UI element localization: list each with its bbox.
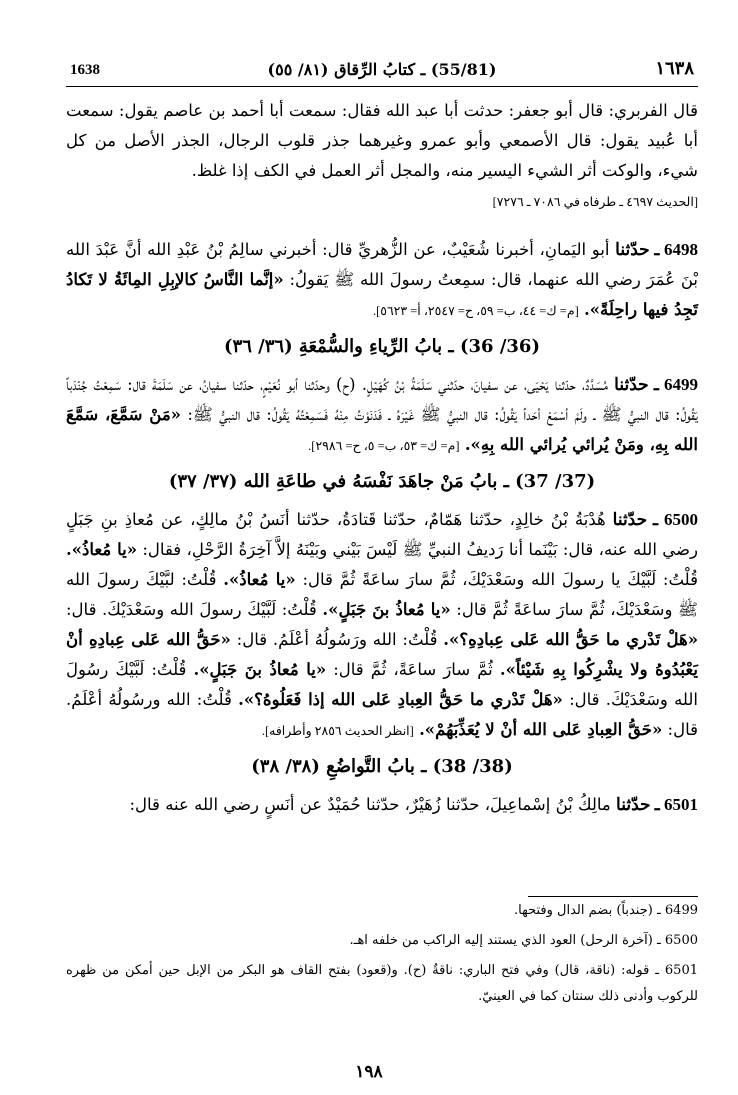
hadith-ref: [الحديث ٤٦٩٧ ـ طرفاه في ٧٠٨٦ ـ ٧٢٧٦] (492, 195, 698, 209)
hadith-number: 6500 ـ حدّثنا (612, 510, 698, 529)
page-number-latin: 1638 (70, 62, 100, 78)
footnotes (66, 898, 698, 1010)
page-footer-number: ١٩٨ (355, 1062, 383, 1082)
running-title: (55/81) ـ كتابُ الرِّقاق (٨١/ ٥٥) (267, 60, 497, 79)
page-number-arabic: ١٦٣٨ (655, 58, 694, 79)
hadith-6499: 6499 ـ حدّثنا مُسَدَّدٌ، حدّثنا يَحْيَى، عن سفيانَ، حدّثني سَلَمَةُ بْنُ كُهَيْلٍ. (ح) وحدّثنا أبو نُعَيْمٍ، حدّثنا سفيانُ، عن سَلَمَةَ قال: سَمِعْتُ جُنْدَباً يَقُولُ: قال النبيُّ ﷺ ـ ولَمْ أسْمَعْ أحَداً يَقُولُ: قال النبيُّ ﷺ غَيْرَهُ ـ فَدَنَوْتُ مِنْهُ فَسَمِعْتُهُ يَقُولُ: قال النبيُّ ﷺ: «مَنْ سَمَّعَ، سَمَّعَ الله بِهِ، ومَنْ يُرائي يُرائي الله بِهِ». [م= ك= ٥٣، ب= ٥، ح= ٢٩٨٦]. (66, 375, 698, 454)
hadith-number: 6498 ـ حدّثنا (615, 240, 698, 259)
footnote-6501: 6501 ـ قوله: (ناقة، قال) وفي فتح الباري: ناقةٌ (ح). و(قعود) بفتح القاف هو البكر من الإبل حين أمكن من ظهره للركوب وأدنى ذلك سنتان كما في العينيّ. (66, 963, 698, 1004)
hadith-ref: [م= ك= ٥٣، ب= ٥، ح= ٢٩٨٦]. (308, 439, 460, 453)
footnote-6499: 6499 ـ (جندباً) بضم الدال وفتحها. (514, 903, 698, 918)
chapter-heading-37: (37/ 37) ـ بابُ مَنْ جاهَدَ نَفْسَهُ في طاعَةِ الله (٣٧/ ٣٧) (168, 471, 596, 492)
hadith-6501: 6501 ـ حدّثنا مالِكُ بْنُ إسْماعِيلَ، حدّثنا زُهَيْرٌ، حدّثنا حُمَيْدٌ عن أنَسٍ رضي الله عنه قال: (129, 795, 698, 814)
main-text (66, 96, 698, 820)
footnote-6500: 6500 ـ (آخرة الرحل) العود الذي يستند إليه الراكب من خلفه اهـ. (349, 933, 698, 948)
running-header (66, 52, 698, 87)
chapter-heading-36: (36/ 36) ـ بابُ الرِّياءِ والسُّمْعَةِ (٣٦/ ٣٦) (224, 336, 540, 357)
hadith-ref: [انظر الحديث ٢٨٥٦ وأطرافه]. (261, 724, 414, 738)
chapter-heading-38: (38/ 38) ـ بابُ التَّواضُعِ (٣٨/ ٣٨) (251, 756, 513, 777)
paragraph-farabri: قال الفربري: قال أبو جعفر: حدثت أبا عبد الله فقال: سمعت أبا أحمد بن عاصم يقول: سمعت أبا عُبيد يقول: قال الأصمعي وأبو عمرو وغيرهما جذر قلوب الرجال، الجذر الأصل من كل شيء، والوكت أثر الشيء اليسير منه، والمجل أثر العمل في الكف إذا غلظ. [الحديث ٤٦٩٧ ـ طرفاه في ٧٠٨٦ ـ ٧٢٧٦] (66, 101, 698, 209)
hadith-number: 6501 ـ حدّثنا (616, 795, 698, 814)
hadith-number: 6499 ـ حدّثنا (614, 375, 698, 394)
hadith-6498: 6498 ـ حدّثنا أبو اليَمانِ، أخبرنا شُعَيْبٌ، عن الزُّهريِّ قال: أخبرني سالِمُ بْنُ عَبْدِ الله أنَّ عَبْدَ الله بْنَ عُمَرَ رضي الله عنهما، قال: سمِعتُ رسولَ الله ﷺ يَقولُ: «إنَّما النَّاسُ كالإبِلِ المِائَةُ لا تَكادُ تَجِدُ فيها راحِلَةً». [م= ك= ٤٤، ب= ٥٩، ح= ٢٥٤٧، أ= ٥٦٢٣]. (66, 240, 698, 319)
hadith-ref: [م= ك= ٤٤، ب= ٥٩، ح= ٢٥٤٧، أ= ٥٦٢٣]. (372, 304, 579, 318)
hadith-6500: 6500 ـ حدّثنا هُدْبَةُ بْنُ خالِدٍ، حدّثنا هَمّامٌ، حدّثنا قَتادَةُ، حدّثنا أنَسُ بْنُ مالِكٍ، عن مُعاذِ بنِ جَبَلٍ رضي الله عنه، قال: بَيْنَما أنا رَديفُ النبيِّ ﷺ لَيْسَ بَيْني وبَيْنَهُ إلاَّ آخِرَةُ الرَّحْلِ، فقال: «يا مُعاذُ». قُلْتُ: لَبَّيْكَ يا رسولَ الله وسَعْدَيْكَ، ثُمَّ سارَ ساعَةً ثُمَّ قال: «يا مُعاذُ». قُلْتُ: لبَّيْكَ رسولَ الله ﷺ وسَعْدَيْكَ، ثُمَّ سارَ ساعَةً ثُمَّ قال: «يا مُعاذُ بنَ جَبَلٍ». قُلْتُ: لَبَّيْكَ رسولَ الله وسَعْدَيْكَ. قال: «هَلْ تَدْري ما حَقُّ الله عَلى عِبادِهِ؟». قُلْتُ: الله ورَسُولُهُ أعْلَمُ. قال: «حَقُّ الله عَلى عِبادِهِ أنْ يَعْبُدُوهُ ولا يشْرِكُوا بِهِ شَيْئاً». ثُمَّ سارَ ساعَةً، ثُمَّ قال: «يا مُعاذُ بنَ جَبَلٍ». قُلْتُ: لَبَّيْكَ رسُولَ الله وسَعْدَيْكَ. قال: «هَلْ تَدْري ما حَقُّ العِبادِ عَلى الله إذا فَعَلُوهُ؟». قُلْتُ: الله ورسُولُهُ أعْلَمُ. قال: «حَقُّ العِبادِ عَلى الله أنْ لا يُعَذِّبَهُمْ». [انظر الحديث ٢٨٥٦ وأطرافه]. (66, 510, 699, 739)
footnote-divider (528, 896, 698, 897)
